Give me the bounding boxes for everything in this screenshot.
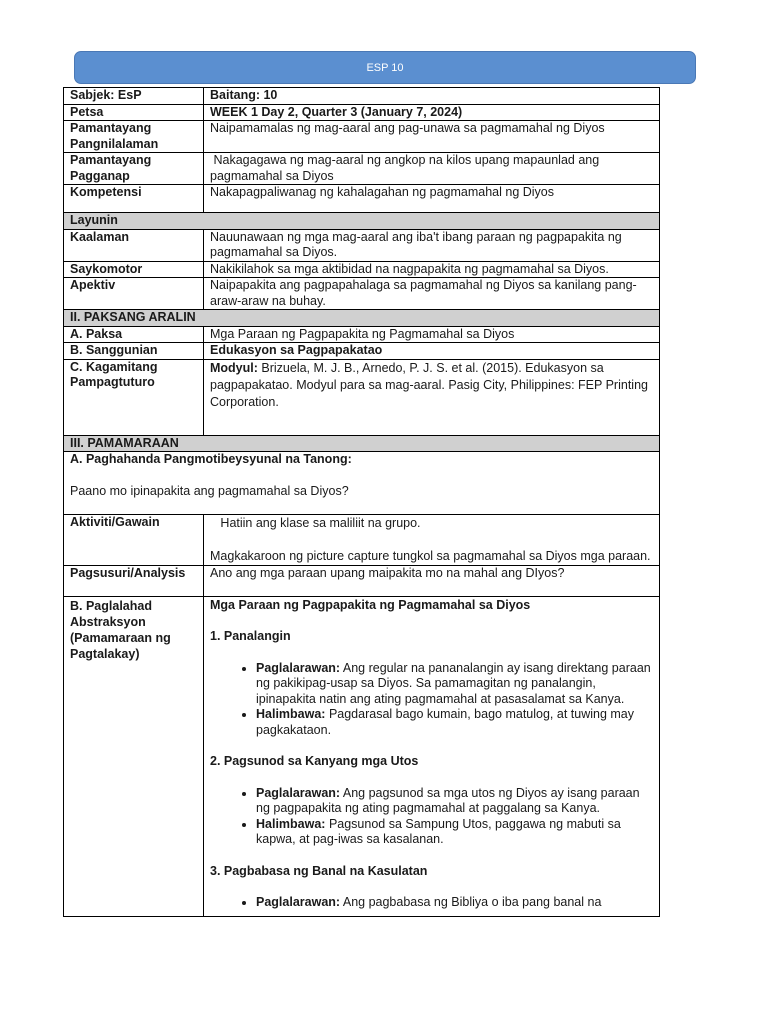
table-row	[64, 153, 660, 185]
description-label: Paglalarawan:	[256, 785, 341, 800]
example-text: Pagsunod sa Sampung Utos, paggawa ng mabuti sa kapwa, at pag-iwas sa kasalanan.	[256, 816, 621, 846]
description-text: Ang regular na pananalangin ay isang direktang paraan ng pakikipag-usap sa Diyos. Sa pamamagitan ng panalangin, ipinapakita natin ang ating pagmamahal at pasasalamat sa Kanya.	[256, 660, 651, 706]
materials-label: C. Kagamitang Pampagtuturo	[64, 359, 204, 435]
reference-value: Edukasyon sa Pagpapakatao	[204, 343, 660, 360]
content-standard-label: Pamantayang Pangnilalaman	[64, 121, 204, 153]
table-row	[64, 452, 660, 515]
subject-label: Sabjek: EsP	[64, 88, 204, 105]
abstraction-item-3-list	[210, 895, 653, 911]
description-label: Paglalarawan:	[256, 660, 341, 675]
table-row	[64, 261, 660, 278]
knowledge-value: Nauunawaan ng mga mag-aaral ang iba't ibang paraan ng pagpapakita ng pagmamahal sa Diyos.	[204, 229, 660, 261]
psychomotor-label: Saykomotor	[64, 261, 204, 278]
preparation-heading: A. Paghahanda Pangmotibeysyunal na Tanong:	[70, 452, 352, 466]
table-row	[64, 359, 660, 435]
performance-standard-value: Nakagagawa ng mag-aaral ng angkop na kilos upang mapaunlad ang pagmamahal sa Diyos	[204, 153, 660, 185]
topic-value: Mga Paraan ng Pagpapakita ng Pagmamahal sa Diyos	[204, 326, 660, 343]
reference-label: B. Sanggunian	[64, 343, 204, 360]
description-label: Paglalarawan:	[256, 895, 341, 909]
lesson-plan-table	[63, 87, 660, 917]
abstraction-item-1-title: 1. Panalangin	[210, 629, 291, 643]
topic-label: A. Paksa	[64, 326, 204, 343]
materials-value	[204, 359, 660, 435]
competency-label: Kompetensi	[64, 185, 204, 213]
table-row	[64, 88, 660, 105]
abstraction-item-1-list	[210, 661, 653, 739]
date-value: WEEK 1 Day 2, Quarter 3 (January 7, 2024)	[204, 104, 660, 121]
preparation-cell	[64, 452, 660, 515]
abstraction-label: B. Paglalahad Abstraksyon (Pamamaraan ng Pagtalakay)	[64, 596, 204, 916]
table-row	[64, 596, 660, 916]
list-item	[256, 707, 653, 738]
list-item	[256, 661, 653, 708]
abstraction-item-3-title: 3. Pagbabasa ng Banal na Kasulatan	[210, 863, 428, 878]
example-label: Halimbawa:	[256, 707, 326, 721]
competency-value: Nakapagpaliwanag ng kahalagahan ng pagmamahal ng Diyos	[204, 185, 660, 213]
example-label: Halimbawa:	[256, 816, 326, 831]
example-text: Pagdarasal bago kumain, bago matulog, at tuwing may pagkakataon.	[256, 707, 634, 737]
affective-label: Apektiv	[64, 278, 204, 310]
list-item	[256, 786, 653, 817]
subject-matter-header: II. PAKSANG ARALIN	[64, 310, 660, 327]
abstraction-item-2-title: 2. Pagsunod sa Kanyang mga Utos	[210, 754, 419, 768]
activity-label: Aktiviti/Gawain	[64, 515, 204, 566]
list-item	[256, 817, 653, 848]
activity-cell	[204, 515, 660, 566]
objectives-header: Layunin	[64, 213, 660, 230]
table-row	[64, 326, 660, 343]
section-row	[64, 213, 660, 230]
activity-line-2: Magkakaroon ng picture capture tungkol sa pagmamahal sa Diyos mga paraan.	[210, 548, 651, 563]
table-row	[64, 565, 660, 596]
date-label: Petsa	[64, 104, 204, 121]
psychomotor-value: Nakikilahok sa mga aktibidad na nagpapakita ng pagmamahal sa Diyos.	[204, 261, 660, 278]
list-item	[256, 895, 653, 911]
performance-standard-label: Pamantayang Pagganap	[64, 153, 204, 185]
description-text: Ang pagsunod sa mga utos ng Diyos ay isang paraan ng pagpapakita ng ating pagmamahal at paggalang sa Kanya.	[256, 785, 640, 815]
preparation-question: Paano mo ipinapakita ang pagmamahal sa Diyos?	[70, 483, 349, 498]
materials-bold-label: Modyul:	[210, 360, 258, 375]
affective-value: Naipapakita ang pagpapahalaga sa pagmamahal ng Diyos sa kanilang pang-araw-araw na buhay.	[204, 278, 660, 310]
abstraction-cell	[204, 596, 660, 916]
section-row	[64, 435, 660, 452]
analysis-value: Ano ang mga paraan upang maipakita mo na mahal ang DIyos?	[204, 565, 660, 596]
grade-value: Baitang: 10	[204, 88, 660, 105]
table-row	[64, 343, 660, 360]
analysis-label: Pagsusuri/Analysis	[64, 565, 204, 596]
materials-text: Brizuela, M. J. B., Arnedo, P. J. S. et al. (2015). Edukasyon sa pagpapakatao. Modyul para sa mag-aaral. Pasig City, Philippines: FEP Printing Corporation.	[210, 360, 648, 409]
table-row	[64, 278, 660, 310]
table-row	[64, 104, 660, 121]
abstraction-title: Mga Paraan ng Pagpapakita ng Pagmamahal sa Diyos	[210, 597, 531, 612]
table-row	[64, 185, 660, 213]
table-row	[64, 515, 660, 566]
subject-banner: ESP 10	[74, 51, 696, 84]
description-text: Ang pagbabasa ng Bibliya o iba pang banal na	[340, 895, 602, 909]
table-row	[64, 229, 660, 261]
procedure-header: III. PAMAMARAAN	[64, 435, 660, 452]
section-row	[64, 310, 660, 327]
abstraction-item-2-list	[210, 786, 653, 848]
content-standard-value: Naipamamalas ng mag-aaral ang pag-unawa sa pagmamahal ng Diyos	[204, 121, 660, 153]
activity-line-1: Hatiin ang klase sa maliliit na grupo.	[210, 516, 421, 530]
table-row	[64, 121, 660, 153]
knowledge-label: Kaalaman	[64, 229, 204, 261]
